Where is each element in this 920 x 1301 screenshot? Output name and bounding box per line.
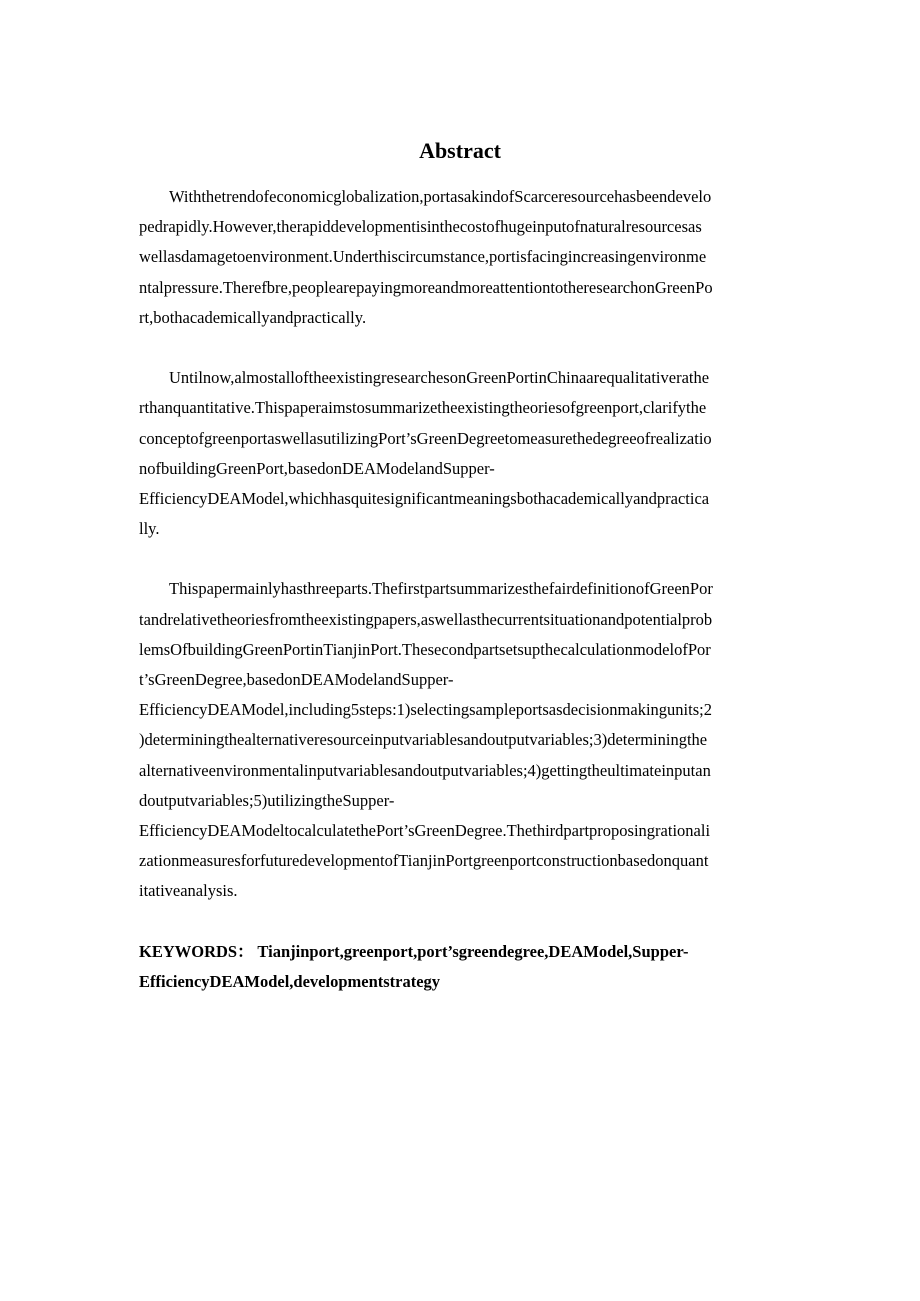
page-title: Abstract [419,138,501,163]
text-line: t’sGreenDegree,basedonDEAModelandSupper- [139,670,454,689]
text-line: itativeanalysis. [139,881,238,901]
abstract-body [139,182,784,997]
text-line: doutputvariables;5)utilizingtheSupper- [139,790,395,810]
text-line: EfficiencyDEAModel,whichhasquitesignificantmeaningsbothacademicallyandpractica [139,488,710,508]
keywords-line: KEYWORDS： Tianjinport,greenport,port’sgreendegree,DEAModel,Supper- [139,941,689,961]
text-line: lly. [139,519,160,539]
text-line: nofbuildingGreenPort,basedonDEAModelandSupper- [139,458,495,478]
keywords-block [139,937,784,997]
text-line: EfficiencyDEAModeltocalculatethePort’sGreenDegree.Thethirdpartproposingrationali [139,820,711,840]
text-line: )determiningthealternativeresourceinputvariablesandoutputvariables;3)determiningthe [139,730,708,750]
paragraph-gap [139,333,784,363]
text-line: Untilnow,almostalloftheexistingresearchesonGreenPortinChinaarequalitativerathe [169,368,710,388]
text-line: pedrapidly.However,therapiddevelopmentisinthecostofhugeinputofnaturalresourcesas [139,217,702,237]
text-line: EfficiencyDEAModel,including5steps:1)selectingsampleportsasdecisionmakingunits;2 [139,700,712,720]
text-line: Thispapermainlyhasthreeparts.ThefirstpartsummarizesthefairdefinitionofGreenPor [169,579,713,599]
text-line: zationmeasuresforfuturedevelopmentofTianjinPortgreenportconstructionbasedonquant [139,851,709,871]
text-line: tandrelativetheoriesfromtheexistingpapers,aswellasthecurrentsituationandpotentialprob [139,609,713,629]
paragraph-gap [139,544,784,574]
text-line: rt,bothacademicallyandpractically. [139,307,367,327]
text-line: wellasdamagetoenvironment.Underthiscircumstance,portisfacingincreasingenvironme [139,247,707,267]
keywords-line: EfficiencyDEAModel,developmentstrategy [139,971,441,991]
paragraph-3 [139,574,784,906]
paragraph-2 [139,363,784,544]
text-line: lemsOfbuildingGreenPortinTianjinPort.ThesecondpartsetsupthecalculationmodelofPor [139,639,711,659]
text-line: conceptofgreenportaswellasutilizingPort’sGreenDegreetomeasurethedegreeofrealizatio [139,428,712,448]
text-line: ntalpressure.Therefbre,peoplearepayingmoreandmoreattentiontotheresearchonGreenPo [139,277,713,297]
paragraph-gap [139,907,784,937]
paragraph-1 [139,182,784,333]
text-line: alternativeenvironmentalinputvariablesandoutputvariables;4)gettingtheultimateinputan [139,760,711,780]
text-line: rthanquantitative.Thispaperaimstosummarizetheexistingtheoriesofgreenport,clarifythe [139,398,707,418]
text-line: Withthetrendofeconomicglobalization,portasakindofScarceresourcehasbeendevelo [169,187,712,206]
